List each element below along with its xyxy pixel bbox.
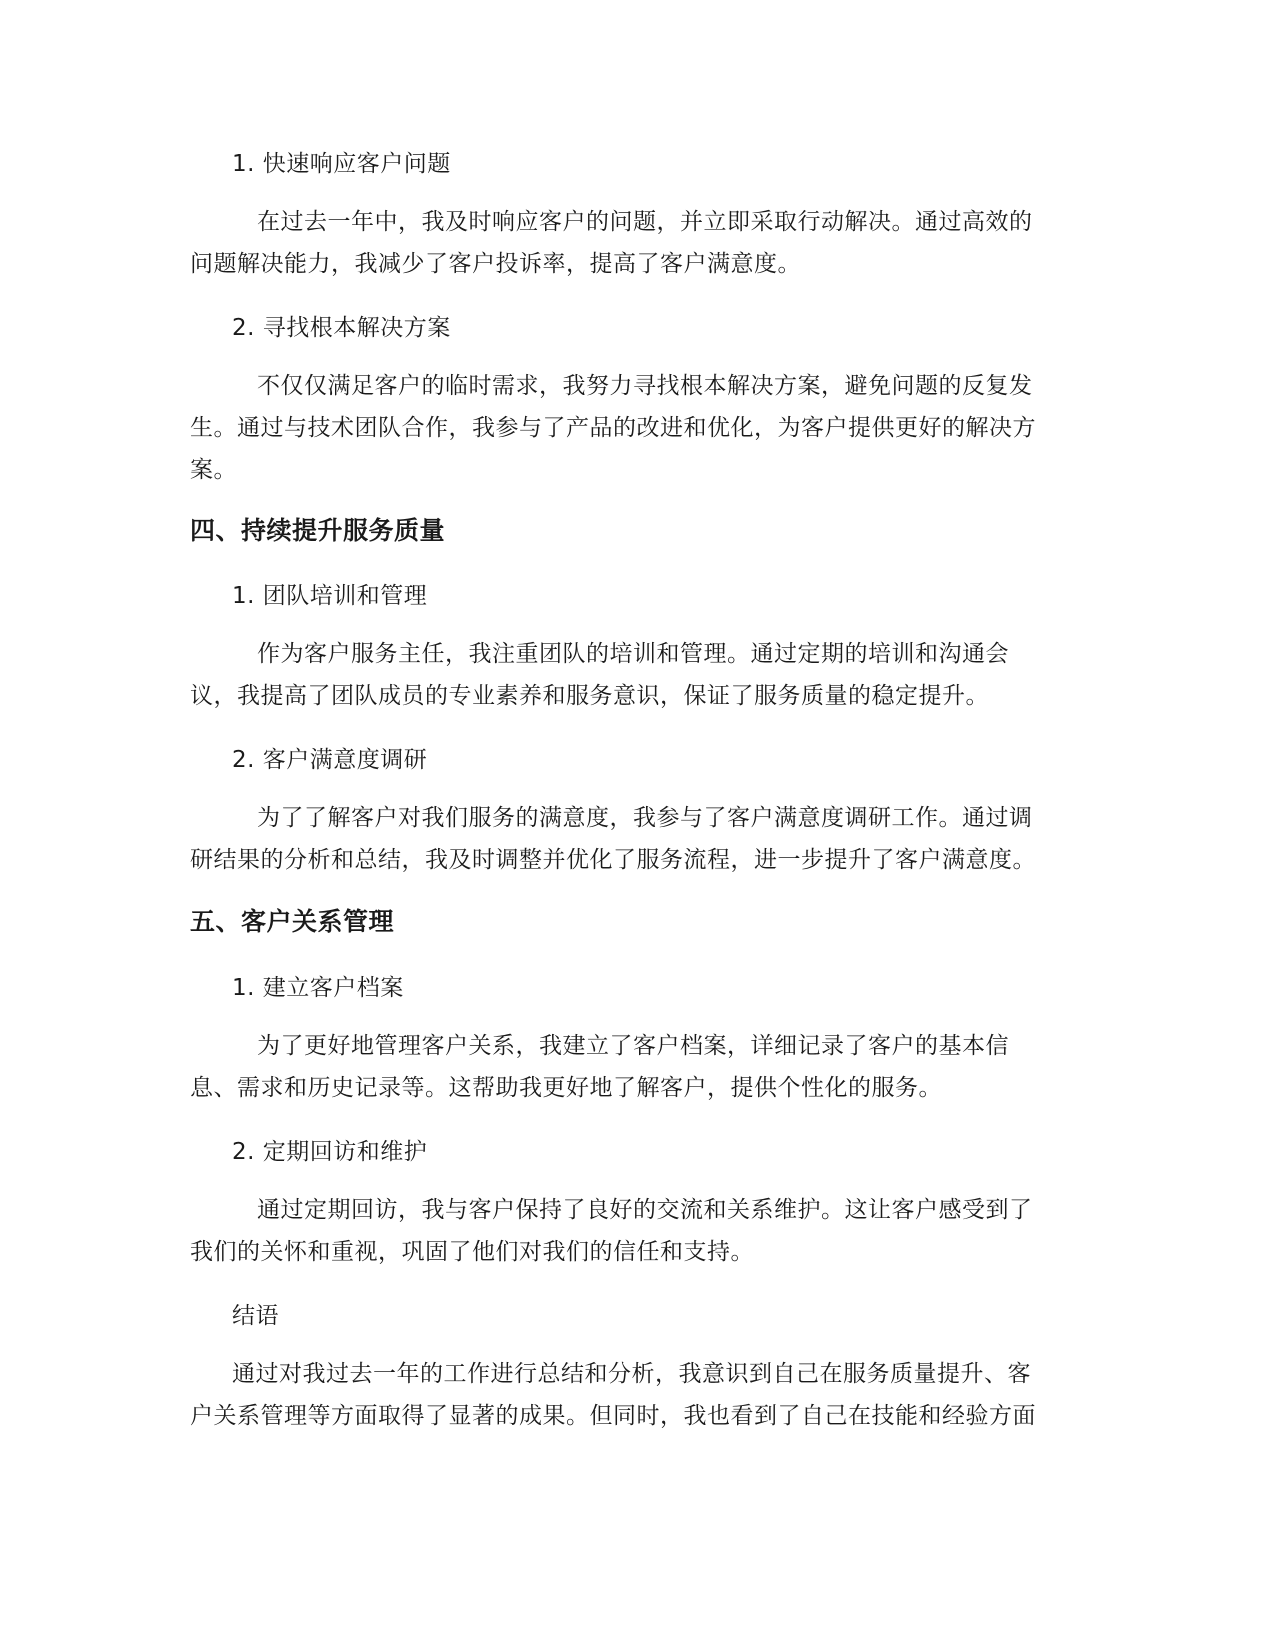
paragraph-line: 案。 xyxy=(190,457,237,483)
paragraph-line: 我们的关怀和重视，巩固了他们对我们的信任和支持。 xyxy=(190,1239,754,1265)
item-title-team-training: 1. 团队培训和管理 xyxy=(232,583,428,609)
item-title-satisfaction-survey: 2. 客户满意度调研 xyxy=(232,747,428,773)
paragraph-line: 问题解决能力，我减少了客户投诉率，提高了客户满意度。 xyxy=(190,251,801,277)
paragraph-line: 生。通过与技术团队合作，我参与了产品的改进和优化，为客户提供更好的解决方 xyxy=(190,415,1036,441)
item-title-quick-response: 1. 快速响应客户问题 xyxy=(232,151,451,177)
paragraph-line: 为了更好地管理客户关系，我建立了客户档案，详细记录了客户的基本信 xyxy=(257,1033,1009,1059)
section-heading-service-quality: 四、持续提升服务质量 xyxy=(190,516,446,545)
paragraph-line: 在过去一年中，我及时响应客户的问题，并立即采取行动解决。通过高效的 xyxy=(257,209,1033,235)
item-title-customer-files: 1. 建立客户档案 xyxy=(232,975,404,1001)
paragraph-line: 不仅仅满足客户的临时需求，我努力寻找根本解决方案，避免问题的反复发 xyxy=(257,373,1033,399)
paragraph-line: 通过定期回访，我与客户保持了良好的交流和关系维护。这让客户感受到了 xyxy=(257,1197,1033,1223)
paragraph-line: 议，我提高了团队成员的专业素养和服务意识，保证了服务质量的稳定提升。 xyxy=(190,683,989,709)
paragraph-line: 息、需求和历史记录等。这帮助我更好地了解客户，提供个性化的服务。 xyxy=(190,1075,942,1101)
paragraph-line: 为了了解客户对我们服务的满意度，我参与了客户满意度调研工作。通过调 xyxy=(257,805,1033,831)
item-title-root-solution: 2. 寻找根本解决方案 xyxy=(232,315,451,341)
paragraph-line: 户关系管理等方面取得了显著的成果。但同时，我也看到了自己在技能和经验方面 xyxy=(190,1403,1036,1429)
paragraph-line: 作为客户服务主任，我注重团队的培训和管理。通过定期的培训和沟通会 xyxy=(257,641,1009,667)
item-title-follow-up: 2. 定期回访和维护 xyxy=(232,1139,428,1165)
paragraph-line: 通过对我过去一年的工作进行总结和分析，我意识到自己在服务质量提升、客 xyxy=(232,1361,1031,1387)
section-heading-customer-relations: 五、客户关系管理 xyxy=(190,907,395,936)
conclusion-title: 结语 xyxy=(232,1303,279,1329)
paragraph-line: 研结果的分析和总结，我及时调整并优化了服务流程，进一步提升了客户满意度。 xyxy=(190,847,1036,873)
